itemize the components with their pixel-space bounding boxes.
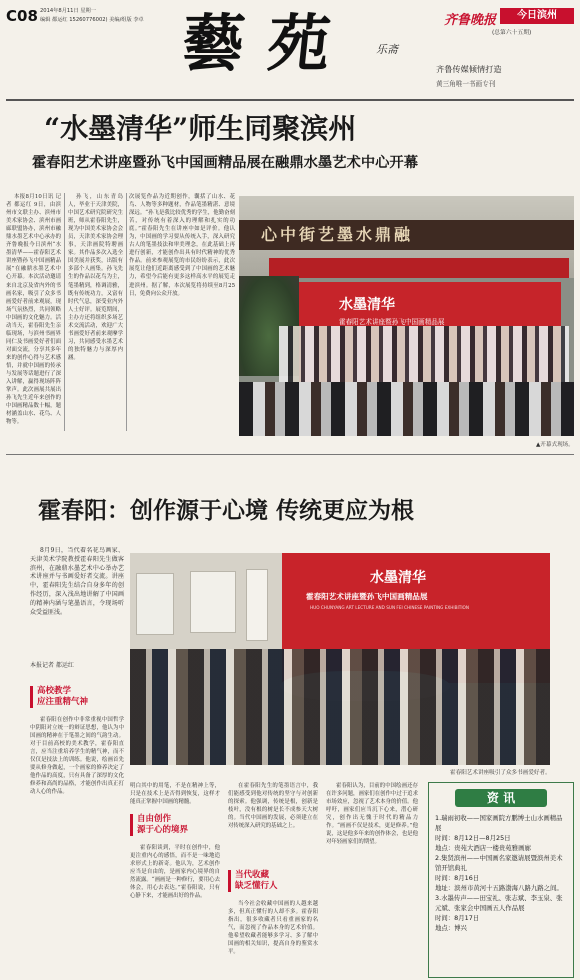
article2-sec1-body: 霍春阳在创作中非常重视中国哲学中阴阳对立统一的辩证思想，他认为中国画的精神在于笔墨之间的气韵生动。对于目前高校的美术教学，霍春阳直言，应当注重培养学生的精气神，而不仅仅是技法上的训练。他说，绘画首先要从修身做起，一个画家的修养决定了他作品的高度，只有具备了深厚的文化修养和高尚的品格，才能创作出真正打动人心的作品。: [30, 717, 124, 796]
article2-sec2-title-2: 源于心的境界: [137, 825, 189, 835]
article2-sec3-title-2: 缺乏懂行人: [235, 881, 278, 891]
photo2-wall-art: [246, 569, 268, 641]
article2-sec1-title: [30, 686, 123, 708]
photo2-wall-art: [136, 573, 174, 635]
article1-col3: 次展览作品为近期创作，囊括了山水、花鸟、人物等多种题材，作品笔墨精湛、意境深远。“孙飞是我比较优秀的学生，他勤奋刻苦，对传统有着深入的理解和扎实的功底。”霍春阳先生在讲座中如是评价。他认为，中国画的学习要从传统入手，深入研究古人的笔墨技法和审美理念，在此基础上再进行创新，才能创作出具有时代精神的优秀作品。前来参观展览的市民纷纷表示，此次展览让他们近距离感受到了中国画的艺术魅力，希望今后能有更多这样高水平的展览走进滨州。据了解，本次展览将持续至8月25日，免费向公众开放。: [129, 194, 235, 297]
photo2-wall-art: [190, 571, 236, 633]
photo-sign: 心中街艺墨水鼎融: [261, 225, 414, 244]
col-divider: [64, 193, 65, 431]
article2-photo-caption: 霍春阳艺术讲座吸引了众多书画爱好者。: [450, 770, 551, 776]
article1-col2: 孙飞，山东青岛人，毕业于天津美院，中国艺术研究院研究生班，师从霍春阳先生，现为中国美术家协会会员，天津美术家协会理事，天津画院特聘画家。其作品多次入选全国美展并获奖，出版有多部个人画集。孙飞先生的作品以花鸟为主，笔墨精到，格调清雅，既有传统功力，又富有时代气息，深受业内外人士好评。展览期间，主办方还将组织多场艺术交流活动，欢迎广大书画爱好者前来观摩学习，共同感受水墨艺术的独特魅力与深厚内涵。: [68, 194, 123, 361]
section-divider: [6, 454, 574, 455]
article2-photo: [130, 553, 550, 765]
info-box: [428, 782, 574, 978]
article2-headline: 霍春阳：创作源于心境 传统更应为根: [38, 498, 415, 524]
info-item: 时间：8月17日: [435, 914, 480, 922]
article2-sec1-title-2: 应注重精气神: [37, 697, 89, 707]
article2-sec2-body: 霍春阳谈到，平时在创作中，他更注重内心的感悟，而不是一味地追求形式上的新奇。他认为，艺术创作应当是自由的，是画家内心境界的自然流露。“画画是一种修行，要用心去体会，用心去表达。”霍春阳说，只有心静下来，才能画出好的作品。: [130, 845, 220, 900]
col-divider: [126, 193, 127, 431]
edition-tag: 今日滨州: [500, 8, 574, 24]
article1-subheadline: 霍春阳艺术讲座暨孙飞中国画精品展在融鼎水墨艺术中心开幕: [32, 155, 419, 171]
article1-photo: [239, 196, 574, 436]
photo-banner-title: 水墨清华: [339, 297, 395, 313]
photo2-banner-subtitle: 霍春阳艺术讲座暨孙飞中国画精品展: [306, 592, 428, 601]
article2-sec3-body: 当今社会收藏中国画的人越来越多，但真正懂行的人却不多。霍春阳指出，很多收藏者只看重画家的名气，而忽视了作品本身的艺术价值。他希望收藏者能够多学习、多了解中国画的相关知识，提高自身的鉴赏水平。: [228, 901, 318, 956]
article1-photo-caption: ▲开幕式现场。: [536, 442, 574, 448]
info-box-list: [435, 813, 567, 933]
article2-byline: 本报记者 都运红: [30, 662, 74, 669]
info-item: 地点：贵苑大酒店一楼贵苑雅画廊: [435, 844, 531, 852]
photo2-audience: [130, 649, 550, 765]
photo-red-band: [269, 258, 569, 278]
article2-lead: 8月9日，当代着名花鸟画家、天津美术学院教授霍春阳先生做客滨州，在融鼎水墨艺术中心举办艺术讲座并与书画爱好者交流。讲座中，霍春阳先生结合自身多年的创作经历，深入浅出地讲解了中国画的精神内涵与笔墨语言，令现场听众受益匪浅。: [30, 547, 124, 616]
article2-col2-top: 明白其中的用笔，不是在精神上等，只是在技术上是否得到恢复，这样才能真正掌握中国画的精髓。: [130, 783, 220, 806]
article2-col4-top: 霍春阳认为，目前的中国绘画还存在许多问题，画家们在创作中过于追求市场效应，忽视了艺术本身的价值。他呼吁，画家们应当沉下心来，潜心研究，创作出无愧于时代的精品力作。“画画不仅是技术，更是修养。”他说，这是他多年来的创作体会，也是他对年轻画家们的期望。: [326, 783, 418, 846]
section-title: 藝苑: [178, 7, 358, 80]
slogan-2: 黄三角唯一书画专刊: [436, 80, 496, 88]
photo-banner-subtitle: 霍春阳艺术讲座暨孙飞中国画精品展: [339, 318, 445, 326]
page-code: C08: [6, 7, 38, 25]
photo-crowd-standing: [279, 326, 569, 386]
date-line: 2014年8月11日 星期一: [40, 8, 96, 14]
masthead-rule: [6, 99, 574, 101]
article1-col1: 本报8月10日讯 记者 都运红 9日，由滨州市文联主办、滨州市美术家协会、滨州市画廊联盟协办，滨州市融鼎水墨艺术中心承办的齐鲁晚报今日滨州“水墨清华——霍春阳艺术讲座暨孙飞中国画精品展”在融鼎水墨艺术中心开幕。本次活动邀请来自北京及省内外的书画名家，吸引了众多书画爱好者前来观展，现场气氛热烈，共同领略中国画的文化魅力。活动当天，霍春阳先生亲临现场，与滨州书画界同仁及书画爱好者们面对面交流，分享其多年来的创作心得与艺术感悟，并就中国画的传承与发展等话题进行了深入讲解，赢得现场阵阵掌声。此次画展共展出孙飞先生近年来创作的中国画精品数十幅，题材涵盖山水、花鸟、人物等。: [6, 194, 61, 426]
article1-headline: “水墨清华”师生同聚滨州: [44, 112, 357, 145]
paper-name: 齐鲁晚报: [444, 13, 497, 28]
article2-sec2-title: [130, 814, 223, 836]
photo2-banner-title: 水墨清华: [370, 570, 426, 586]
info-item: 2.集贤滨州——中国画名家邀请展暨滨州美术馆开馆典礼: [435, 854, 563, 872]
slogan-1: 齐鲁传媒倾情打造: [436, 64, 502, 74]
signature-seal: 乐斋: [376, 43, 398, 56]
article2-sec2-title-1: 自由创作: [137, 814, 172, 824]
photo2-banner-en: HUO CHUNYANG ART LECTURE AND SUN FEI CHINESE PAINTING EXHIBITION: [310, 605, 469, 610]
photo-crowd-front: [239, 382, 574, 436]
info-item: 时间：8月16日: [435, 874, 480, 882]
article2-sec3-title-1: 当代收藏: [235, 870, 270, 880]
info-box-title: 资 讯: [455, 789, 547, 807]
info-item: 3.水墨传声——田宝礼、张志斌、李玉泉、张元斌、张家会中国画五人作品展: [435, 894, 563, 912]
article2-sec1-title-1: 高校教学: [37, 686, 72, 696]
article2-sec3-title: [228, 870, 321, 892]
article2-col3-top: 在霍春阳先生的笔墨语言中，我们能感受到他对传统的坚守与对创新的探索。他强调，传统是根，创新是枝叶，没有根的树是长不成参天大树的。当代中国画的发展，必须建立在对传统深入研究的基础之上。: [228, 783, 318, 830]
masthead: [0, 0, 580, 102]
info-item: 地址：滨州市黄河十五路渤海八路九路之间。: [435, 884, 563, 892]
info-item: 1.瑞雨初收——国家画院方鹏博士山水画精品展: [435, 814, 563, 832]
issue-note: (总第六十五期): [492, 30, 532, 36]
info-item: 时间：8月12日—8月25日: [435, 834, 511, 842]
info-item: 地点：博兴: [435, 924, 467, 932]
editor-line: 编辑 都运红 15260776002) 美编/组版 李卓: [40, 17, 144, 23]
